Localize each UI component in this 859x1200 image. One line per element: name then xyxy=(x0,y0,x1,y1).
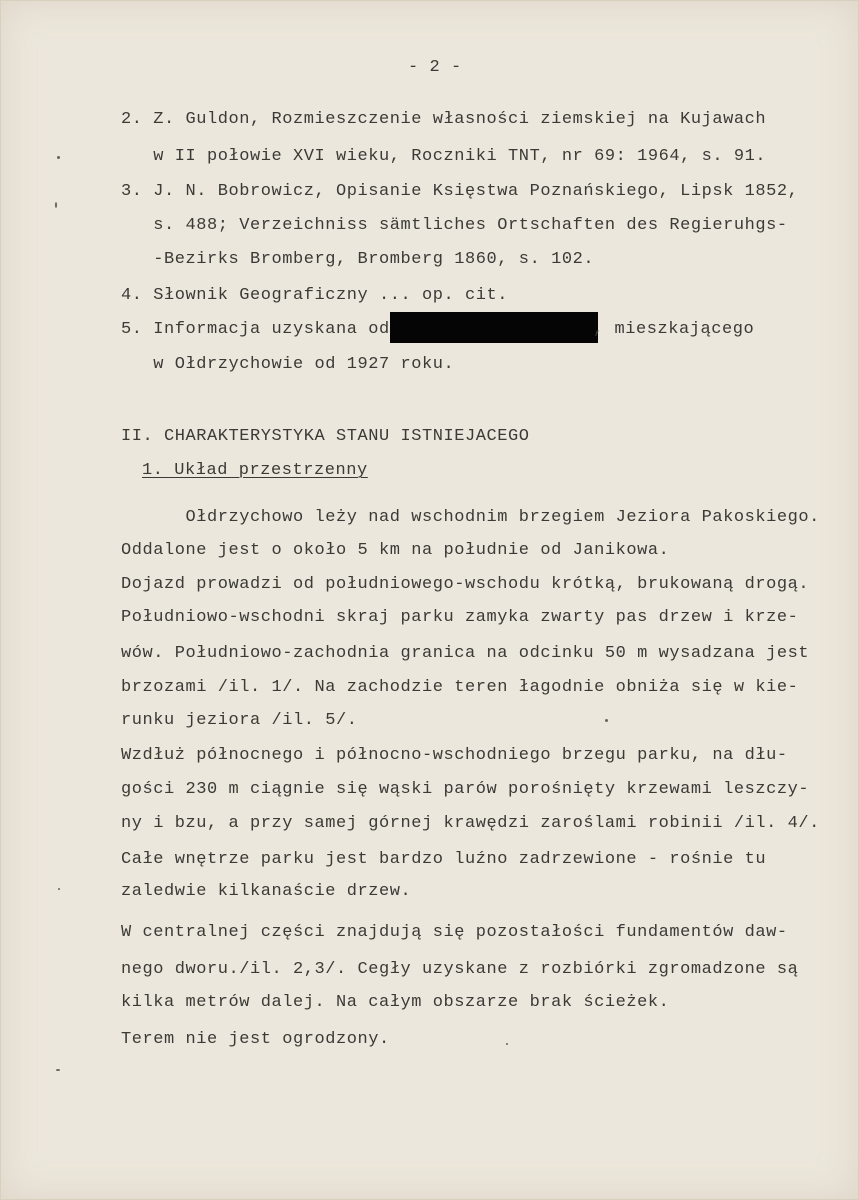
paper-speck xyxy=(55,202,57,208)
body-line: W centralnej części znajdują się pozostałości fundamentów daw- xyxy=(121,923,788,942)
section-heading: II. CHARAKTERYSTYKA STANU ISTNIEJACEGO xyxy=(121,427,530,446)
body-line: Południowo-wschodni skraj parku zamyka zwarty pas drzew i krze- xyxy=(121,608,799,627)
body-line: Wzdłuż północnego i północno-wschodniego brzegu parku, na dłu- xyxy=(121,746,788,765)
redaction-bar xyxy=(390,312,598,343)
page-number: - 2 - xyxy=(408,58,462,77)
footnote-3-line-2: s. 488; Verzeichniss sämtliches Ortschaften des Regieruhgs- xyxy=(121,216,788,235)
footnote-3-line-1: 3. J. N. Bobrowicz, Opisanie Księstwa Poznańskiego, Lipsk 1852, xyxy=(121,182,799,201)
body-line: nego dworu./il. 2,3/. Cegły uzyskane z rozbiórki zgromadzone są xyxy=(121,960,799,979)
body-line: Całe wnętrze parku jest bardzo luźno zadrzewione - rośnie tu xyxy=(121,850,767,869)
paper-speck xyxy=(56,1069,60,1071)
subsection-heading: 1. Układ przestrzenny xyxy=(142,461,368,480)
body-line: runku jeziora /il. 5/. xyxy=(121,711,358,730)
paper-speck xyxy=(506,1043,508,1045)
body-line: ny i bzu, a przy samej górnej krawędzi zaroślami robinii /il. 4/. xyxy=(121,814,820,833)
body-line: zaledwie kilkanaście drzew. xyxy=(121,882,412,901)
body-line: Terem nie jest ogrodzony. xyxy=(121,1030,390,1049)
footnote-5-line-1: 5. Informacja uzyskana od xyxy=(121,320,390,339)
body-line: Oddalone jest o około 5 km na południe od Janikowa. xyxy=(121,541,670,560)
footnote-5-line-1-end: , mieszkającego xyxy=(593,320,755,339)
footnote-4: 4. Słownik Geograficzny ... op. cit. xyxy=(121,286,509,305)
paper-speck xyxy=(57,156,60,159)
body-line: kilka metrów dalej. Na całym obszarze brak ścieżek. xyxy=(121,993,670,1012)
footnote-2-line-2: w II połowie XVI wieku, Roczniki TNT, nr 69: 1964, s. 91. xyxy=(121,147,767,166)
footnote-3-line-3: -Bezirks Bromberg, Bromberg 1860, s. 102. xyxy=(121,250,595,269)
paper-speck xyxy=(605,719,608,722)
footnote-2-line-1: 2. Z. Guldon, Rozmieszczenie własności ziemskiej na Kujawach xyxy=(121,110,767,129)
body-line: brzozami /il. 1/. Na zachodzie teren łagodnie obniża się w kie- xyxy=(121,678,799,697)
body-line: Dojazd prowadzi od południowego-wschodu krótką, brukowaną drogą. xyxy=(121,575,810,594)
body-line: Ołdrzychowo leży nad wschodnim brzegiem Jeziora Pakoskiego. xyxy=(121,508,820,527)
body-line: gości 230 m ciągnie się wąski parów porośnięty krzewami leszczy- xyxy=(121,780,810,799)
footnote-5-line-2: w Ołdrzychowie od 1927 roku. xyxy=(121,355,455,374)
paper-speck xyxy=(58,888,60,890)
body-line: wów. Południowo-zachodnia granica na odcinku 50 m wysadzana jest xyxy=(121,644,810,663)
